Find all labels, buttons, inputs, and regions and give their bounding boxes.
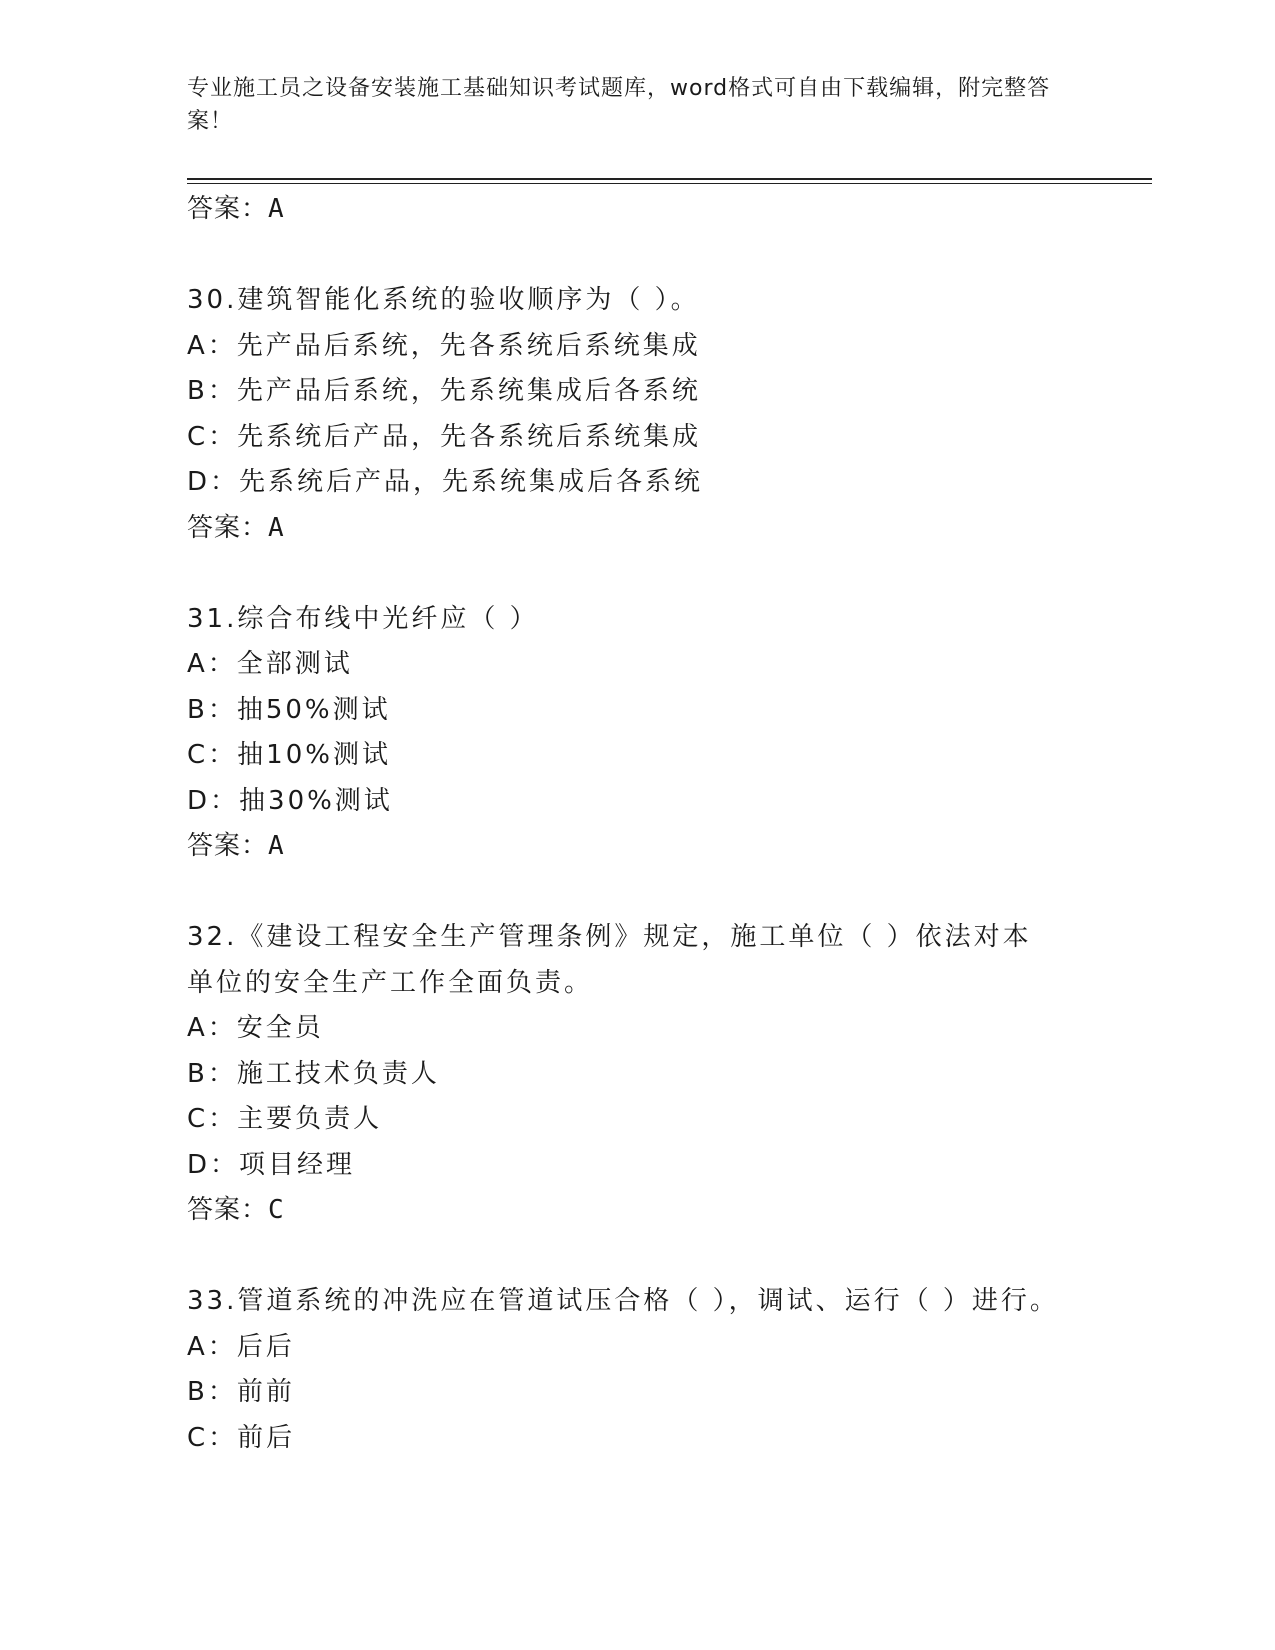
header-divider-thin bbox=[187, 183, 1152, 184]
question-32 bbox=[187, 915, 1087, 1234]
option-c: C：主要负责人 bbox=[187, 1104, 383, 1134]
answer-line: 答案：C bbox=[187, 1195, 285, 1225]
question-list bbox=[187, 187, 1087, 1461]
spacer bbox=[187, 233, 1087, 279]
question-33 bbox=[187, 1279, 1087, 1461]
option-c: C：前后 bbox=[187, 1422, 296, 1453]
spacer bbox=[187, 1234, 1087, 1280]
option-d: D：先系统后产品，先系统集成后各系统 bbox=[187, 467, 704, 497]
option-b: B：施工技术负责人 bbox=[187, 1058, 440, 1089]
question-stem: 30.建筑智能化系统的验收顺序为（ ）。 bbox=[187, 285, 700, 315]
option-a: A：后后 bbox=[187, 1331, 295, 1362]
question-stem: 33.管道系统的冲洗应在管道试压合格（ ），调试、运行（ ）进行。 bbox=[187, 1286, 1059, 1316]
option-c: C：先系统后产品，先各系统后系统集成 bbox=[187, 421, 702, 452]
question-31 bbox=[187, 597, 1087, 870]
option-b: B：先产品后系统，先系统集成后各系统 bbox=[187, 376, 701, 406]
question-stem: 32.《建设工程安全生产管理条例》规定，施工单位（ ）依法对本单位的安全生产工作全面负责。 bbox=[187, 922, 1032, 998]
question-stem: 31.综合布线中光纤应（ ） bbox=[187, 603, 539, 634]
option-a: A：安全员 bbox=[187, 1013, 324, 1043]
answer-line: 答案：A bbox=[187, 512, 285, 543]
option-b: B：前前 bbox=[187, 1377, 295, 1407]
spacer bbox=[187, 551, 1087, 597]
option-a: A：先产品后系统，先各系统后系统集成 bbox=[187, 330, 701, 361]
option-a: A：全部测试 bbox=[187, 649, 353, 679]
answer-line: 答案：A bbox=[187, 831, 285, 861]
document-header: 专业施工员之设备安装施工基础知识考试题库，word格式可自由下载编辑，附完整答案！ bbox=[187, 76, 1051, 134]
question-30 bbox=[187, 278, 1087, 551]
option-b: B：抽50%测试 bbox=[187, 694, 391, 725]
previous-answer: 答案：A bbox=[187, 194, 285, 224]
option-c: C：抽10%测试 bbox=[187, 740, 391, 770]
option-d: D：项目经理 bbox=[187, 1149, 356, 1180]
option-d: D：抽30%测试 bbox=[187, 785, 393, 816]
header-divider-thick bbox=[187, 178, 1152, 180]
spacer bbox=[187, 870, 1087, 916]
